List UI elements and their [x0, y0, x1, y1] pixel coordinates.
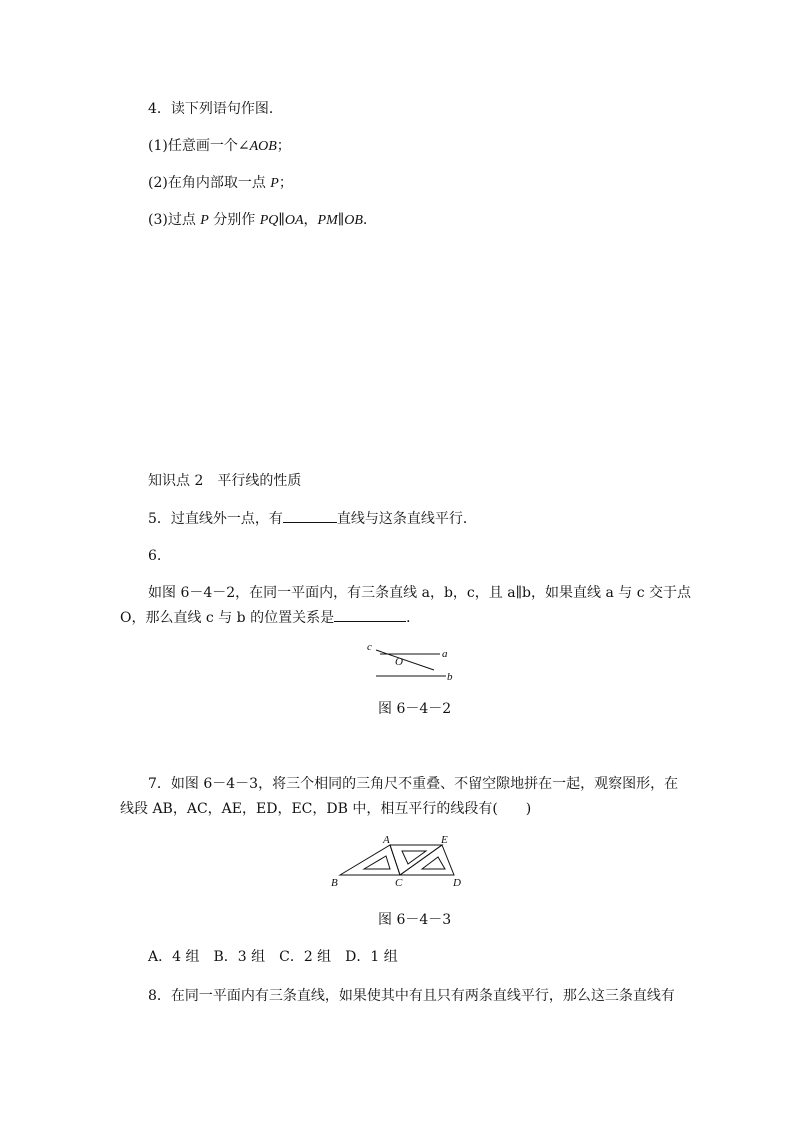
- q4-step-1-end: ；: [276, 138, 291, 154]
- q6-line-2-text: O，那么直线 c 与 b 的位置关系是: [120, 610, 335, 626]
- line-c: [376, 650, 434, 670]
- q4-step-3-sep: ，: [303, 212, 318, 228]
- q4-step-3-end: .: [362, 212, 368, 228]
- q7-line-2: 线段 AB，AC，AE，ED，EC，DB 中，相互平行的线段有( ): [120, 801, 532, 817]
- figure-6-4-3-caption: 图 6－4－3: [378, 912, 452, 928]
- q4-step-3-text: (3)过点: [148, 212, 201, 228]
- q7-line-1: 7．如图 6－4－3，将三个相同的三角尺不重叠、不留空隙地拼在一起，观察图形，在: [148, 776, 679, 792]
- q6-answer-blank[interactable]: [334, 607, 406, 622]
- label-B: B: [331, 877, 338, 889]
- q4-step-3-pm: PM∥OB: [317, 213, 363, 228]
- label-c: c: [367, 641, 372, 653]
- q6-line-1: 如图 6－4－2，在同一平面内，有三条直线 a，b，c，且 a∥b，如果直线 a 与 c 交于点: [148, 585, 691, 601]
- q4-step-2-text: (2)在角内部取一点: [148, 175, 271, 191]
- label-C: C: [395, 877, 403, 889]
- triangle-middle-inner: [402, 851, 426, 864]
- q4-step-1: [148, 136, 291, 157]
- figure-6-4-2-caption: 图 6－4－2: [378, 701, 452, 717]
- label-A: A: [383, 834, 390, 846]
- label-E: E: [441, 834, 448, 846]
- label-D: D: [453, 877, 461, 889]
- q4-step-2-point: P: [270, 176, 279, 191]
- triangle-right-inner: [422, 857, 445, 869]
- q4-step-3-pq: PQ∥OA: [259, 213, 304, 228]
- q6-line-2: [120, 607, 420, 628]
- figure-6-4-3: [328, 834, 472, 892]
- q4-step-3: [148, 210, 367, 231]
- q4-step-1-text: (1)任意画一个∠: [148, 138, 250, 154]
- label-o: O: [395, 656, 403, 668]
- q4-step-1-angle: AOB: [249, 139, 277, 154]
- q4-step-3-mid: 分别作: [208, 212, 260, 228]
- q8-line-1: 8．在同一平面内有三条直线，如果使其中有且只有两条直线平行，那么这三条直线有: [148, 988, 675, 1004]
- q5-text-post: 直线与这条直线平行．: [336, 511, 477, 527]
- label-a: a: [442, 648, 448, 660]
- q7-options: A．4 组 B．3 组 C．2 组 D．1 组: [148, 949, 398, 965]
- q4-step-2-end: ；: [278, 175, 293, 191]
- q4-title: 4．读下列语句作图．: [148, 101, 283, 117]
- label-b: b: [447, 671, 453, 683]
- q6-line-2-end: ．: [406, 610, 421, 626]
- figure-6-4-2: [360, 636, 460, 688]
- q4-step-3-point: P: [200, 213, 209, 228]
- q5-question: [148, 508, 477, 529]
- triangle-right: [400, 845, 454, 875]
- q6-number: 6.: [148, 548, 162, 564]
- q5-text-pre: 5．过直线外一点，有: [148, 511, 283, 527]
- section-heading: 知识点 2 平行线的性质: [148, 473, 302, 489]
- q5-answer-blank[interactable]: [283, 508, 337, 523]
- q4-step-2: [148, 173, 293, 194]
